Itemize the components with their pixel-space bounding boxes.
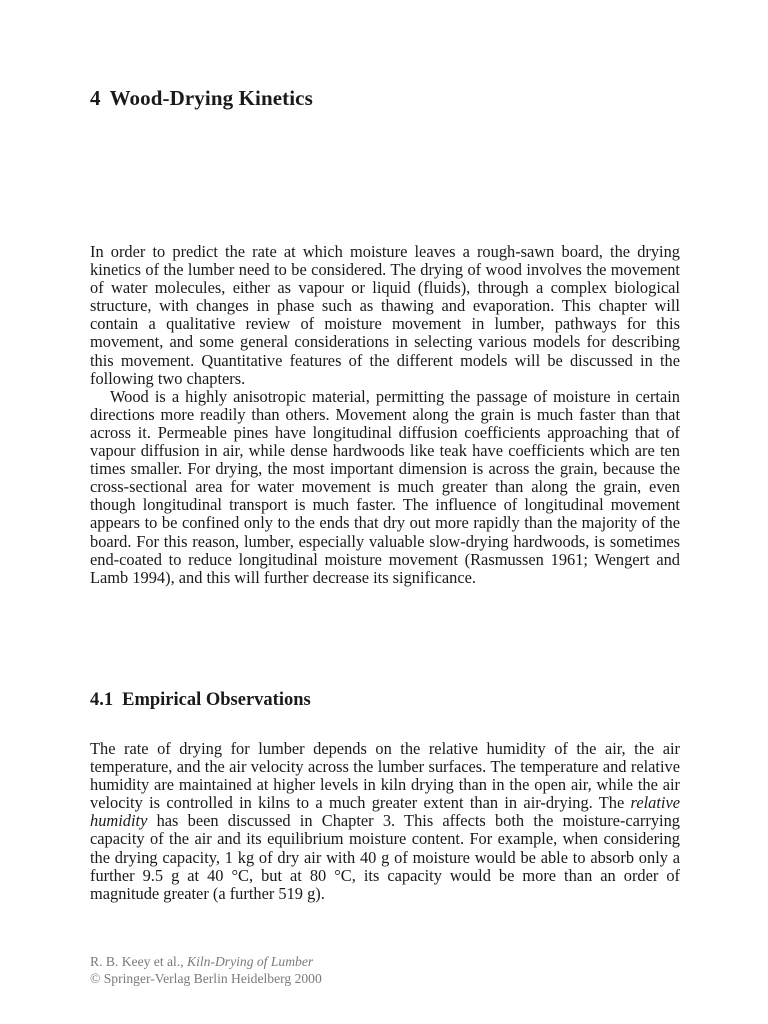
citation-line: [90, 953, 322, 970]
intro-paragraph-2: Wood is a highly anisotropic material, permitting the passage of moisture in certain directions more readily than others. Movement along the grain is much faster than that across it. Permeable pines have longitudinal diffusion coefficients approaching that of vapour diffusion in air, while dense hardwoods like teak have coefficients which are ten times smaller. For drying, the most important dimension is across the grain, because the cross-sectional area for water movement is much greater than along the grain, even though longitudinal transport is much faster. The influence of longitudinal movement appears to be confined only to the ends that dry out more rapidly than the majority of the board. For this reason, lumber, especially valuable slow-drying hardwoods, is sometimes end-coated to reduce longitudinal moisture movement (Rasmussen 1961; Wengert and Lamb 1994), and this will further decrease its significance.: [90, 386, 680, 587]
footer-authors: R. B. Keey et al.,: [90, 954, 188, 969]
section-paragraph: [90, 740, 680, 903]
chapter-title-text: Wood-Drying Kinetics: [109, 86, 313, 110]
section-number: 4.1: [90, 690, 114, 710]
chapter-title: [90, 86, 313, 111]
section-paragraph-part-2: has been discussed in Chapter 3. This affects both the moisture-carrying capacity of the air and its equilibrium moisture content. For example, when considering the drying capacity, 1 kg of dry air with 40 g of moisture would be able to absorb only a further 9.5 g at 40 °C, but at 80 °C, its capacity would be more than an order of magnitude greater (a further 519 g).: [90, 811, 680, 903]
section-text: [90, 740, 680, 903]
page-footer: [90, 953, 322, 987]
copyright-line: © Springer-Verlag Berlin Heidelberg 2000: [90, 971, 322, 986]
chapter-number: 4: [90, 86, 101, 110]
section-heading: [90, 690, 311, 711]
intro-text: [90, 243, 680, 587]
intro-paragraph-1: In order to predict the rate at which moisture leaves a rough-sawn board, the drying kinetics of the lumber need to be considered. The drying of wood involves the movement of water molecules, either as vapour or liquid (fluids), through a complex biological structure, with changes in phase such as thawing and evaporation. This chapter will contain a qualitative review of moisture movement in lumber, pathways for this movement, and some general considerations in selecting various models for describing this movement. Quantitative features of the different models will be discussed in the following two chapters.: [90, 242, 680, 388]
section-paragraph-part-1: The rate of drying for lumber depends on the relative humidity of the air, the air temperature, and the air velocity across the lumber surfaces. The temperature and relative humidity are maintained at higher levels in kiln drying than in the open air, while the air velocity is controlled in kilns to a much greater extent than in air-drying. The: [90, 739, 680, 813]
section-paragraph-emphasis: relative humidity: [90, 793, 680, 831]
footer-book-title: Kiln-Drying of Lumber: [187, 954, 314, 969]
section-title-text: Empirical Observations: [122, 690, 311, 710]
